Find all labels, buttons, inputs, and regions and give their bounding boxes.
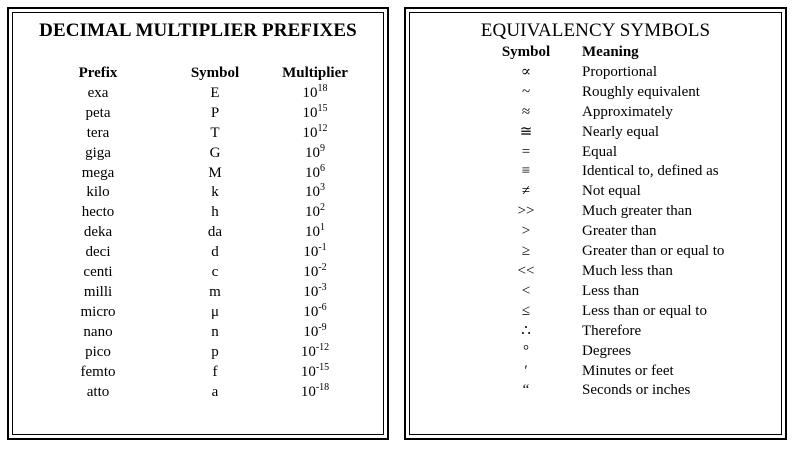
equivalency-symbol-cell: “ <box>522 382 530 399</box>
table-row <box>472 242 770 262</box>
multiplier-base: 10 <box>302 104 318 121</box>
table-row <box>472 302 770 322</box>
table-row <box>9 223 387 243</box>
symbol-cell: T <box>210 124 220 141</box>
multiplier-cell <box>243 124 387 144</box>
prefix-cell: hecto <box>81 204 115 221</box>
symbol-cell: M <box>208 164 222 181</box>
multiplier-base: 10 <box>305 204 320 221</box>
multiplier-exponent: 2 <box>320 202 325 214</box>
multiplier-cell <box>243 203 387 223</box>
multiplier-base: 10 <box>303 303 319 320</box>
meaning-cell: Greater than or equal to <box>582 243 725 260</box>
multiplier-column-header: Multiplier <box>282 65 348 81</box>
prefix-cell: exa <box>87 84 109 101</box>
multiplier-cell <box>243 363 387 383</box>
table-row <box>9 303 387 323</box>
multiplier-base: 10 <box>303 264 319 281</box>
table-row <box>472 123 770 143</box>
multiplier-exponent: -18 <box>315 381 330 393</box>
equivalency-symbol-cell: ≡ <box>521 163 531 180</box>
multiplier-cell <box>243 104 387 124</box>
equivalency-symbol-cell: ≠ <box>521 183 531 200</box>
multiplier-cell <box>243 144 387 164</box>
prefix-cell: centi <box>83 264 113 281</box>
multiplier-exponent: -15 <box>315 361 330 373</box>
table-row <box>472 362 770 382</box>
equivalency-symbols-title: EQUIVALENCY SYMBOLS <box>480 20 711 41</box>
meaning-cell: Approximately <box>582 103 673 120</box>
table-row <box>9 203 387 223</box>
table-row <box>472 322 770 342</box>
equivalency-symbol-cell: ≈ <box>521 103 531 120</box>
symbol-cell: h <box>211 204 219 221</box>
multiplier-exponent: -1 <box>318 242 327 254</box>
table-row <box>472 182 770 202</box>
multiplier-base: 10 <box>305 184 320 201</box>
table-row <box>9 243 387 263</box>
meaning-cell: Degrees <box>582 342 632 359</box>
symbol-cell: a <box>211 383 219 400</box>
symbol-cell: n <box>211 323 219 340</box>
prefix-cell: pico <box>85 343 111 360</box>
multiplier-cell <box>243 283 387 303</box>
decimal-prefixes-panel <box>7 7 389 440</box>
meaning-cell: Greater than <box>582 223 657 240</box>
symbol-cell: E <box>210 84 220 101</box>
symbol-cell: m <box>209 283 221 300</box>
meaning-column-header: Meaning <box>582 44 639 60</box>
equivalency-symbol-cell: << <box>517 262 535 279</box>
equivalency-symbol-cell: ° <box>523 342 529 359</box>
table-row <box>472 103 770 123</box>
multiplier-exponent: 3 <box>320 182 325 194</box>
table-header-row <box>9 64 387 84</box>
table-row <box>472 342 770 362</box>
meaning-cell: Equal <box>582 143 617 160</box>
prefix-cell: milli <box>83 283 113 300</box>
equivalency-symbol-cell: ∝ <box>520 63 532 80</box>
equivalency-symbol-cell: >> <box>517 203 535 220</box>
prefix-cell: mega <box>81 164 115 181</box>
multiplier-exponent: 1 <box>320 222 325 234</box>
table-row <box>9 263 387 283</box>
multiplier-base: 10 <box>305 164 320 181</box>
prefix-cell: tera <box>86 124 110 141</box>
table-row <box>472 63 770 83</box>
meaning-cell: Nearly equal <box>582 123 660 140</box>
multiplier-base: 10 <box>305 224 320 241</box>
prefix-cell: deka <box>83 224 113 241</box>
meaning-cell: Proportional <box>582 63 657 80</box>
symbol-column-header: Symbol <box>190 65 240 81</box>
symbol-cell: P <box>210 104 220 121</box>
multiplier-cell <box>243 323 387 343</box>
multiplier-base: 10 <box>300 343 316 360</box>
table-row <box>9 363 387 383</box>
multiplier-exponent: 15 <box>317 102 328 114</box>
multiplier-exponent: -6 <box>318 301 327 313</box>
decimal-prefixes-table <box>9 64 387 402</box>
equivalency-symbol-cell: ≥ <box>521 243 531 260</box>
table-row <box>9 144 387 164</box>
table-row <box>472 162 770 182</box>
table-row <box>9 104 387 124</box>
multiplier-base: 10 <box>300 363 316 380</box>
symbol-cell: c <box>211 264 219 281</box>
multiplier-cell <box>243 343 387 363</box>
prefix-cell: giga <box>85 144 111 161</box>
multiplier-cell <box>243 84 387 104</box>
equivalency-symbol-cell: = <box>521 143 531 160</box>
equivalency-symbol-cell: ≅ <box>519 123 533 140</box>
meaning-cell: Minutes or feet <box>582 362 674 379</box>
symbol-cell: f <box>212 363 218 380</box>
meaning-cell: Less than <box>582 282 640 299</box>
multiplier-exponent: -9 <box>318 321 327 333</box>
table-row <box>9 283 387 303</box>
multiplier-exponent: 18 <box>317 82 328 94</box>
multiplier-base: 10 <box>302 84 318 101</box>
meaning-cell: Much less than <box>582 262 673 279</box>
equivalency-symbol-cell: > <box>521 223 531 240</box>
table-row <box>472 262 770 282</box>
symbol-column-header: Symbol <box>501 44 551 60</box>
decimal-prefixes-title: DECIMAL MULTIPLIER PREFIXES <box>39 20 357 41</box>
multiplier-exponent: 6 <box>320 162 325 174</box>
meaning-cell: Identical to, defined as <box>582 163 719 180</box>
table-row <box>9 323 387 343</box>
meaning-cell: Much greater than <box>582 203 692 220</box>
multiplier-exponent: 12 <box>317 122 328 134</box>
multiplier-base: 10 <box>303 323 319 340</box>
meaning-cell: Seconds or inches <box>582 382 691 399</box>
multiplier-base: 10 <box>303 244 319 261</box>
table-row <box>9 124 387 144</box>
multiplier-cell <box>243 383 387 403</box>
multiplier-base: 10 <box>300 383 316 400</box>
equivalency-symbols-table <box>472 43 770 401</box>
equivalency-symbols-panel <box>404 7 787 440</box>
table-row <box>472 222 770 242</box>
prefix-cell: femto <box>80 363 116 380</box>
symbol-cell: d <box>211 244 219 261</box>
meaning-cell: Less than or equal to <box>582 302 707 319</box>
multiplier-exponent: -12 <box>315 341 330 353</box>
multiplier-cell <box>243 263 387 283</box>
table-header-row <box>472 43 770 63</box>
multiplier-exponent: -2 <box>318 262 327 274</box>
symbol-cell: k <box>211 184 219 201</box>
table-row <box>472 282 770 302</box>
table-row <box>472 202 770 222</box>
multiplier-cell <box>243 183 387 203</box>
multiplier-cell <box>243 164 387 184</box>
multiplier-cell <box>243 303 387 323</box>
equivalency-symbol-cell: ∴ <box>521 322 531 339</box>
prefix-cell: atto <box>86 383 110 400</box>
multiplier-base: 10 <box>303 283 319 300</box>
meaning-cell: Roughly equivalent <box>582 83 700 100</box>
meaning-cell: Therefore <box>582 322 642 339</box>
multiplier-base: 10 <box>305 144 320 161</box>
table-row <box>9 383 387 403</box>
table-row <box>472 83 770 103</box>
prefix-cell: micro <box>80 303 116 320</box>
symbol-cell: G <box>209 144 221 161</box>
table-row <box>9 164 387 184</box>
equivalency-symbol-cell: < <box>521 282 531 299</box>
prefix-cell: deci <box>85 244 111 261</box>
multiplier-base: 10 <box>302 124 318 141</box>
meaning-cell: Not equal <box>582 183 641 200</box>
multiplier-cell <box>243 223 387 243</box>
symbol-cell: μ <box>210 303 220 320</box>
equivalency-symbol-cell: ~ <box>521 83 531 100</box>
table-row <box>472 143 770 163</box>
table-row <box>9 183 387 203</box>
prefix-column-header: Prefix <box>78 65 118 81</box>
prefix-cell: peta <box>85 104 111 121</box>
table-row <box>472 381 770 401</box>
table-row <box>9 84 387 104</box>
multiplier-exponent: 9 <box>320 142 325 154</box>
prefix-cell: kilo <box>86 184 110 201</box>
table-row <box>9 343 387 363</box>
prefix-cell: nano <box>83 323 113 340</box>
equivalency-symbol-cell: ≤ <box>521 302 531 319</box>
equivalency-symbol-cell: ′ <box>524 362 528 379</box>
symbol-cell: p <box>211 343 219 360</box>
symbol-cell: da <box>207 224 223 241</box>
multiplier-exponent: -3 <box>318 281 327 293</box>
multiplier-cell <box>243 243 387 263</box>
